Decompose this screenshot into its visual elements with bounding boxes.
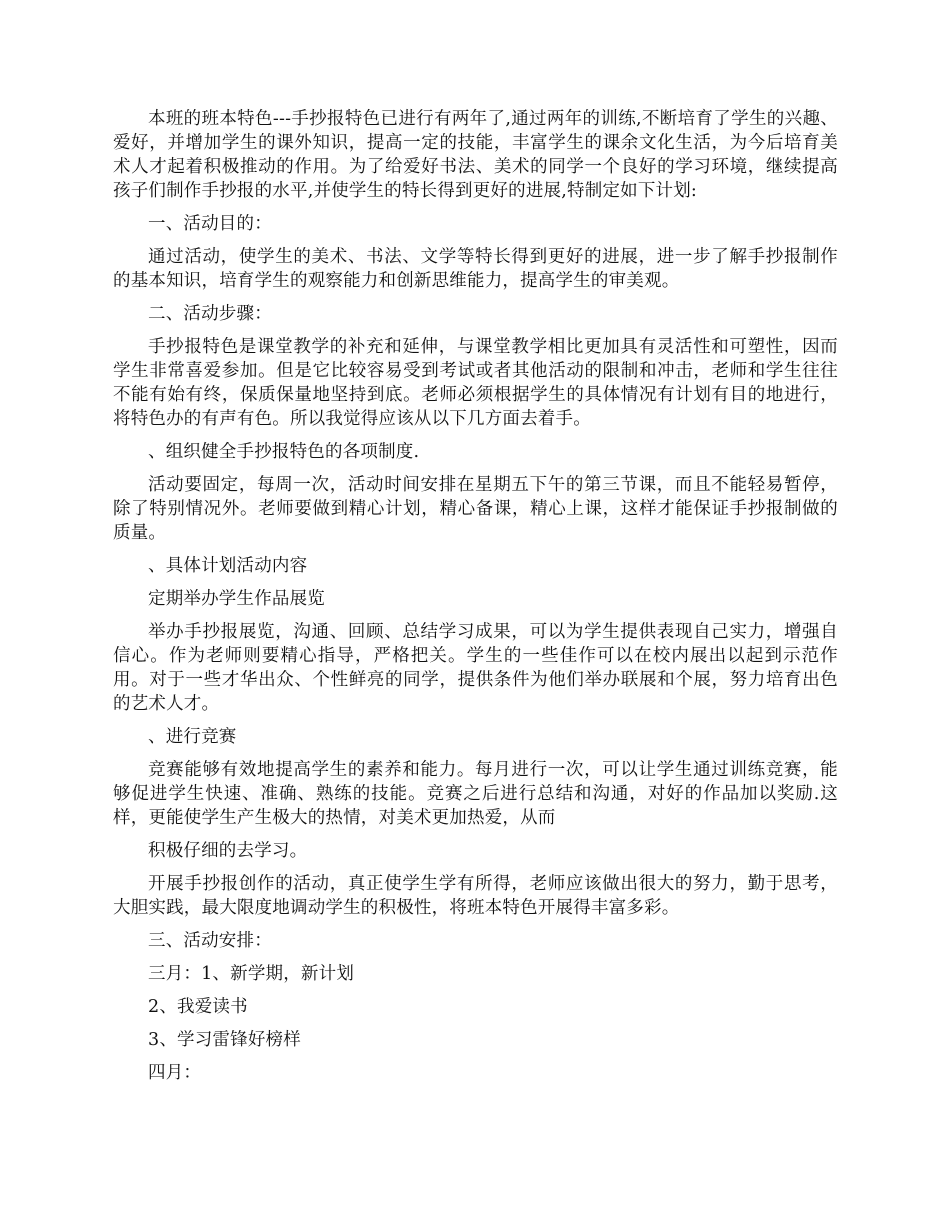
summary-paragraph: 开展手抄报创作的活动，真正使学生学有所得，老师应该做出很大的努力，勤于思考，大胆实践，最大限度地调动学生的积极性，将班本特色开展得丰富多彩。 (113, 874, 838, 918)
heading-activity-schedule: 三、活动安排： (148, 931, 272, 951)
subheading-exhibition: 定期举办学生作品展览 (148, 589, 325, 609)
schedule-april: 四月： (148, 1063, 202, 1083)
heading-activity-steps: 二、活动步骤： (148, 304, 272, 324)
subheading-system: 、组织健全手抄报特色的各项制度. (148, 442, 420, 462)
exhibition-paragraph: 举办手抄报展览，沟通、回顾、总结学习成果，可以为学生提供表现自己实力，增强自信心。作为老师则要精心指导，严格把关。学生的一些佳作可以在校内展出以起到示范作用。对于一些才华出众、个性鲜亮的同学，提供条件为他们举办联展和个展，努力培育出色的艺术人才。 (113, 622, 838, 714)
heading-activity-purpose: 一、活动目的： (148, 214, 272, 234)
purpose-paragraph: 通过活动，使学生的美术、书法、文学等特长得到更好的进展，进一步了解手抄报制作的基本知识，培育学生的观察能力和创新思维能力，提高学生的审美观。 (113, 247, 838, 291)
intro-paragraph: 本班的班本特色---手抄报特色已进行有两年了,通过两年的训练,不断培育了学生的兴趣、爱好，并增加学生的课外知识，提高一定的技能，丰富学生的课余文化生活，为今后培育美术人才起着积极推动的作用。为了给爱好书法、美术的同学一个良好的学习环境，继续提高孩子们制作手抄报的水平,并使学生的特长得到更好的进展,特制定如下计划: (113, 109, 838, 201)
system-paragraph: 活动要固定，每周一次，活动时间安排在星期五下午的第三节课，而且不能轻易暂停，除了特别情况外。老师要做到精心计划，精心备课，精心上课，这样才能保证手抄报制做的质量。 (113, 475, 838, 543)
schedule-march-item-1: 三月：1、新学期，新计划 (148, 964, 355, 984)
schedule-march-item-3: 3、学习雷锋好榜样 (148, 1030, 301, 1050)
schedule-march-item-2: 2、我爱读书 (148, 997, 248, 1017)
document-body (113, 107, 838, 1094)
competition-paragraph: 竞赛能够有效地提高学生的素养和能力。每月进行一次，可以让学生通过训练竞赛，能够促进学生快速、准确、熟练的技能。竞赛之后进行总结和沟通，对好的作品加以奖励.这样，更能使学生产生极大的热情，对美术更加热爱，从而 (113, 760, 838, 828)
subheading-competition: 、进行竞赛 (148, 727, 237, 747)
subheading-plan-content: 、具体计划活动内容 (148, 556, 308, 576)
steps-paragraph: 手抄报特色是课堂教学的补充和延伸，与课堂教学相比更加具有灵活性和可塑性，因而学生非常喜爱参加。但是它比较容易受到考试或者其他活动的限制和冲击，老师和学生往往不能有始有终，保质保量地坚持到底。老师必须根据学生的具体情况有计划有目的地进行，将特色办的有声有色。所以我觉得应该从以下几方面去着手。 (113, 337, 838, 429)
competition-continuation: 积极仔细的去学习。 (148, 841, 308, 861)
